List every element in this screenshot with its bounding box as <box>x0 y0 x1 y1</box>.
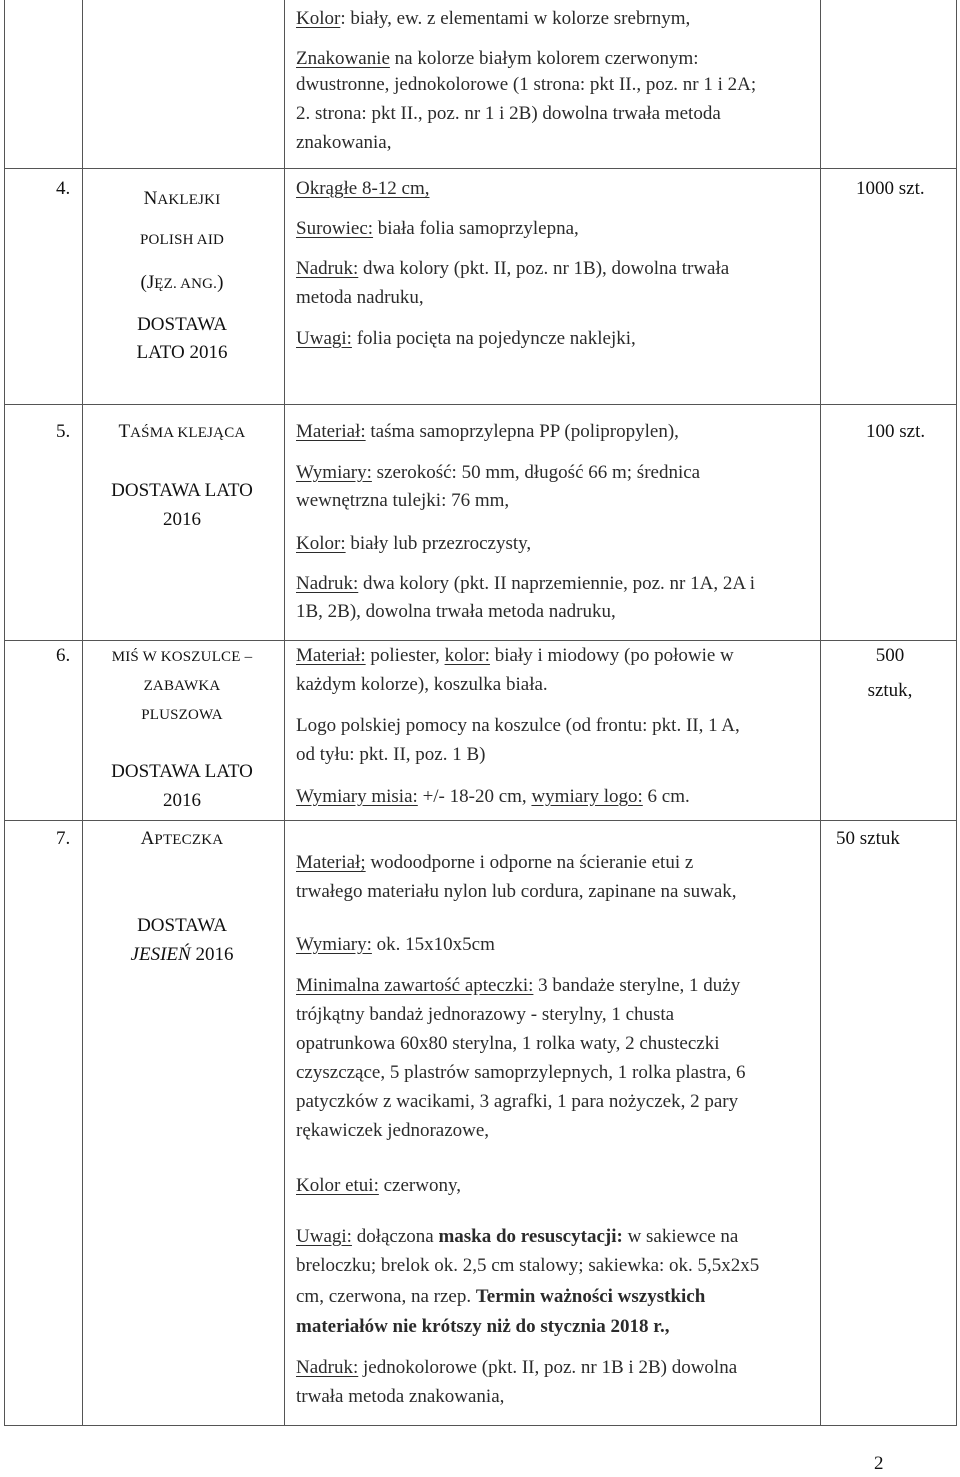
row7-number: 7. <box>56 828 71 849</box>
text: 6 cm. <box>642 786 690 807</box>
label: Uwagi: <box>296 1226 352 1247</box>
row6-season-line2: 2016 <box>163 790 201 811</box>
text: folia pocięta na pojedyncze naklejki, <box>351 328 636 349</box>
mid: +/- 18-20 cm, <box>417 786 532 807</box>
text: biały i miodowy (po połowie w <box>489 645 734 666</box>
row7-desc3-line2: trójkątny bandaż jednorazowy - sterylny, 1 chusta <box>296 1004 675 1025</box>
row4-desc4 <box>296 324 636 353</box>
top-znak-line3: 2. strona: pkt II., poz. nr 1 i 2B) dowolna trwała metoda <box>296 103 721 124</box>
row7-desc5-line3 <box>296 1282 705 1311</box>
label: Minimalna zawartość apteczki: <box>296 975 534 996</box>
text: : biały, ew. z elementami w kolorze srebrnym, <box>340 8 691 29</box>
row7-desc5-line4: materiałów nie krótszy niż do stycznia 2018 r., <box>296 1316 670 1337</box>
row6-name-line3: PLUSZOWA <box>141 707 223 723</box>
top-znak-line2: dwustronne, jednokolorowe (1 strona: pkt II., poz. nr 1 i 2A; <box>296 74 757 95</box>
text: w sakiewce na <box>622 1226 739 1247</box>
row7-desc3-line5: patyczków z wacikami, 3 agrafki, 1 para nożyczek, 2 pary <box>296 1091 739 1112</box>
row7-desc1-line2: trwałego materiału nylon lub cordura, zapinane na suwak, <box>296 881 737 902</box>
row7-quantity: 50 sztuk <box>836 828 900 849</box>
row4-name-rest: AKLEJKI <box>157 192 221 208</box>
table-row-divider-4 <box>4 168 957 169</box>
p3: ) <box>217 272 224 293</box>
text: biała folia samoprzylepna, <box>373 218 579 239</box>
label: Materiał: <box>296 421 366 442</box>
row4-season-line1: DOSTAWA <box>137 314 227 335</box>
label: Kolor: <box>296 533 346 554</box>
label: Materiał: <box>296 645 366 666</box>
row5-season-line1: DOSTAWA LATO <box>111 480 253 501</box>
row5-desc4-line2: 1B, 2B), dowolna trwała metoda nadruku, <box>296 601 616 622</box>
row4-quantity: 1000 szt. <box>856 178 925 199</box>
row6-desc2-line2: od tyłu: pkt. II, poz. 1 B) <box>296 744 486 765</box>
text: Okrągłe 8-12 cm, <box>296 178 430 199</box>
label: Uwagi: <box>296 328 352 349</box>
table-border-col3 <box>820 0 821 1425</box>
row6-desc1 <box>296 641 734 670</box>
label: Wymiary: <box>296 462 372 483</box>
row4-name-line2: POLISH AID <box>139 232 225 248</box>
row7-desc2 <box>296 930 495 959</box>
label: Kolor <box>296 8 341 29</box>
page-number: 2 <box>874 1453 884 1474</box>
row5-item-name <box>82 417 282 448</box>
row7-desc1 <box>296 848 693 877</box>
text: dwa kolory (pkt. II, poz. nr 1B), dowolna trwała <box>358 258 730 279</box>
row7-season-line1: DOSTAWA <box>137 915 227 936</box>
p2: ĘZ. ANG. <box>154 276 218 292</box>
row5-desc2-line2: wewnętrzna tulejki: 76 mm, <box>296 490 510 511</box>
p1: (J <box>140 272 155 293</box>
label: Wymiary misia: <box>296 786 418 807</box>
text: biały lub przezroczysty, <box>345 533 532 554</box>
row4-desc1 <box>296 174 429 203</box>
label2: wymiary logo: <box>531 786 643 807</box>
row6-name-line1: MIŚ W KOSZULCE – <box>111 649 253 665</box>
row4-name-initial: N <box>143 188 158 209</box>
text: dwa kolory (pkt. II naprzemiennie, poz. nr 1A, 2A i <box>358 573 756 594</box>
label: Nadruk: <box>296 258 359 279</box>
row5-name-initial: T <box>118 421 131 442</box>
italic: JESIEŃ <box>130 944 191 965</box>
text: wodoodporne i odporne na ścieranie etui z <box>365 852 694 873</box>
row4-desc3-line2: metoda nadruku, <box>296 287 424 308</box>
row5-name-rest: AŚMA KLEJĄCA <box>130 425 246 441</box>
top-znak-line1 <box>296 44 699 73</box>
row7-desc3-line6: rękawiczek jednorazowe, <box>296 1120 490 1141</box>
table-border-left <box>4 0 5 1425</box>
text: czerwony, <box>378 1175 461 1196</box>
bold: Termin ważności wszystkich <box>475 1286 706 1307</box>
row7-name-rest: PTECZKA <box>154 832 224 848</box>
row7-desc3-line4: czyszczące, 5 plastrów samoprzylepnych, 1 rolka plastra, 6 <box>296 1062 746 1083</box>
row5-desc4 <box>296 569 755 598</box>
row6-season-line1: DOSTAWA LATO <box>111 761 253 782</box>
label2: kolor: <box>444 645 490 666</box>
row5-season-line2: 2016 <box>163 509 201 530</box>
row6-quantity-line1: 500 <box>875 645 905 666</box>
row4-number: 4. <box>56 178 71 199</box>
top-kolor-line <box>296 4 690 33</box>
row5-desc2 <box>296 458 700 487</box>
label: Kolor etui: <box>296 1175 379 1196</box>
row7-desc3 <box>296 971 740 1000</box>
row4-desc2 <box>296 214 579 243</box>
row5-quantity: 100 szt. <box>866 421 926 442</box>
table-border-col2 <box>284 0 285 1425</box>
row4-name-line3 <box>82 268 282 299</box>
text: cm, czerwona, na rzep. <box>296 1286 476 1307</box>
text: taśma samoprzylepna PP (polipropylen), <box>365 421 679 442</box>
label: Surowiec: <box>296 218 374 239</box>
mid: dołączona <box>351 1226 439 1247</box>
row5-number: 5. <box>56 421 71 442</box>
row6-desc2-line1: Logo polskiej pomocy na koszulce (od frontu: pkt. II, 1 A, <box>296 715 740 736</box>
row7-item-name <box>82 824 282 855</box>
row7-name-initial: A <box>140 828 155 849</box>
mid: poliester, <box>365 645 445 666</box>
label: Materiał; <box>296 852 366 873</box>
row4-item-name <box>82 184 282 215</box>
text: jednokolorowe (pkt. II, poz. nr 1B i 2B) dowolna <box>358 1357 738 1378</box>
table-border-right <box>956 0 957 1425</box>
label: Wymiary: <box>296 934 372 955</box>
table-row-divider-5 <box>4 404 957 405</box>
row6-desc3 <box>296 782 690 811</box>
text: 2016 <box>190 944 234 965</box>
text: ok. 15x10x5cm <box>371 934 495 955</box>
text: szerokość: 50 mm, długość 66 m; średnica <box>371 462 701 483</box>
label: Znakowanie <box>296 48 390 69</box>
label: Nadruk: <box>296 573 359 594</box>
row7-desc5 <box>296 1222 738 1251</box>
row7-season-line2 <box>82 940 282 969</box>
row6-name-line2: ZABAWKA <box>143 678 221 694</box>
table-row-divider-7 <box>4 820 957 821</box>
row6-number: 6. <box>56 645 71 666</box>
row4-desc3 <box>296 254 729 283</box>
row7-desc3-line3: opatrunkowa 60x80 sterylna, 1 rolka waty, 2 chusteczki <box>296 1033 720 1054</box>
row6-quantity-line2: sztuk, <box>867 680 913 701</box>
row5-desc3 <box>296 529 531 558</box>
row7-desc6 <box>296 1353 737 1382</box>
text: na kolorze białym kolorem czerwonym: <box>389 48 699 69</box>
row7-desc5-line2: breloczku; brelok ok. 2,5 cm stalowy; sakiewka: ok. 5,5x2x5 <box>296 1255 760 1276</box>
table-border-bottom <box>4 1425 957 1426</box>
row6-desc1-line2: każdym kolorze), koszulka biała. <box>296 674 548 695</box>
text: 3 bandaże sterylne, 1 duży <box>533 975 741 996</box>
label: Nadruk: <box>296 1357 359 1378</box>
row7-desc6-line2: trwała metoda znakowania, <box>296 1386 505 1407</box>
row5-desc1 <box>296 417 679 446</box>
row7-desc4 <box>296 1171 461 1200</box>
top-znak-line4: znakowania, <box>296 132 392 153</box>
row4-season-line2: LATO 2016 <box>136 342 228 363</box>
bold: maska do resuscytacji: <box>438 1226 623 1247</box>
